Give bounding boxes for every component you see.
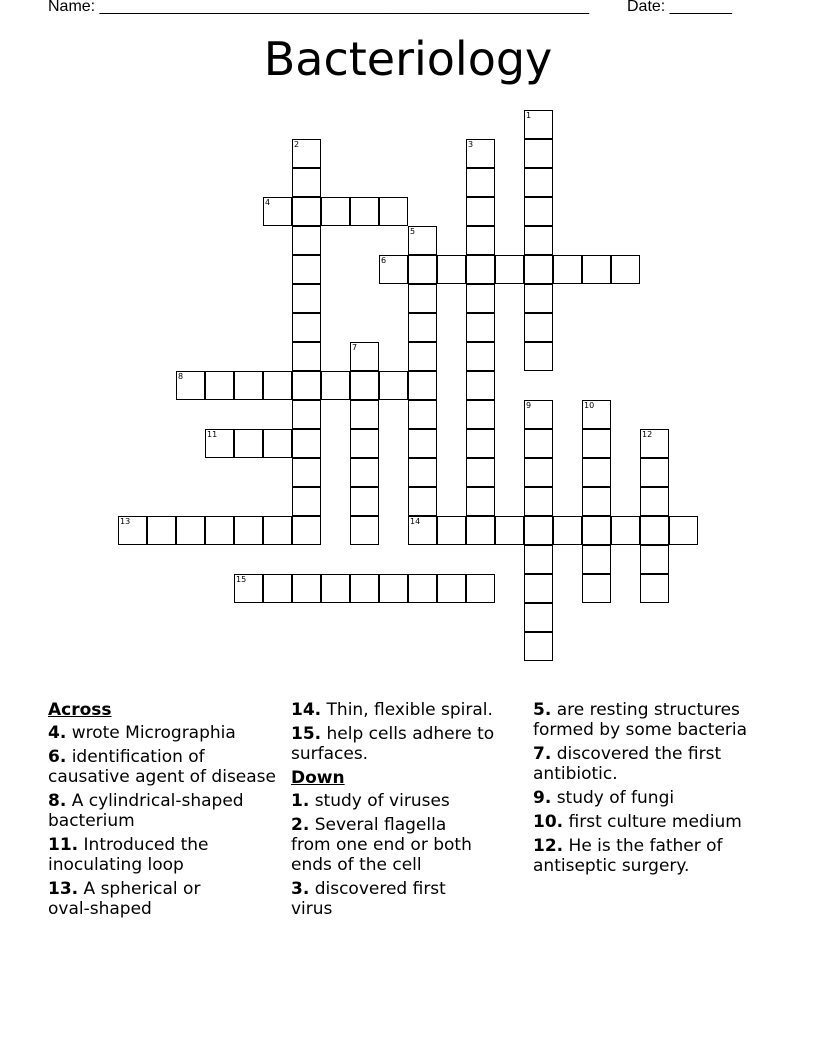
grid-cell[interactable] [408,255,437,284]
grid-cell[interactable] [263,197,292,226]
grid-cell[interactable] [524,429,553,458]
clue-number: 9 [526,401,532,410]
grid-cell[interactable] [466,516,495,545]
grid-cell[interactable] [582,458,611,487]
grid-cell[interactable] [292,400,321,429]
grid-cell[interactable] [350,342,379,371]
grid-cell[interactable] [234,574,263,603]
clues-column-1 [48,700,276,923]
grid-cell[interactable] [408,400,437,429]
grid-cell[interactable] [524,516,553,545]
grid-cell[interactable] [176,371,205,400]
clue-down-3: 3. discovered first virus [291,879,446,919]
grid-cell[interactable] [379,574,408,603]
grid-cell[interactable] [466,487,495,516]
grid-cell[interactable] [408,458,437,487]
grid-cell[interactable] [466,342,495,371]
grid-cell[interactable] [524,168,553,197]
grid-cell[interactable] [292,516,321,545]
grid-cell[interactable] [408,284,437,313]
grid-cell[interactable] [524,139,553,168]
clue-across-11: 11. Introduced the inoculating loop [48,835,209,875]
grid-cell[interactable] [582,574,611,603]
grid-cell[interactable] [350,371,379,400]
grid-cell[interactable] [408,429,437,458]
grid-cell[interactable] [466,429,495,458]
grid-cell[interactable] [524,603,553,632]
grid-cell[interactable] [640,545,669,574]
page-title: Bacteriology [263,32,553,86]
grid-cell[interactable] [524,487,553,516]
grid-cell[interactable] [292,284,321,313]
clue-number: 6 [381,256,387,265]
clue-across-15: 15. help cells adhere to surfaces. [291,724,495,764]
grid-cell[interactable] [321,574,350,603]
grid-cell[interactable] [466,255,495,284]
clue-down-7: 7. discovered the first antibiotic. [533,744,722,784]
clue-number: 5 [410,227,416,236]
grid-cell[interactable] [350,516,379,545]
grid-cell[interactable] [350,487,379,516]
grid-cell[interactable] [292,313,321,342]
grid-cell[interactable] [350,429,379,458]
grid-cell[interactable] [292,574,321,603]
grid-cell[interactable] [379,255,408,284]
clue-across-8: 8. A cylindrical-shaped bacterium [48,791,244,831]
grid-cell[interactable] [495,516,524,545]
clues-column-3 [533,700,768,880]
grid-cell[interactable] [524,313,553,342]
grid-cell[interactable] [524,284,553,313]
grid-cell[interactable] [466,284,495,313]
grid-cell[interactable] [524,342,553,371]
grid-cell[interactable] [640,516,669,545]
grid-cell[interactable] [553,255,582,284]
grid-cell[interactable] [582,429,611,458]
grid-cell[interactable] [205,429,234,458]
name-line: _______________________________________________________ [99,0,589,15]
grid-cell[interactable] [292,255,321,284]
grid-cell[interactable] [466,458,495,487]
grid-cell[interactable] [350,574,379,603]
grid-cell[interactable] [466,168,495,197]
grid-cell[interactable] [582,516,611,545]
grid-cell[interactable] [582,255,611,284]
clues-column-2 [291,700,521,923]
grid-cell[interactable] [495,255,524,284]
clue-number: 10 [584,401,595,410]
clue-number: 7 [352,343,358,352]
grid-cell[interactable] [205,371,234,400]
grid-cell[interactable] [466,574,495,603]
grid-cell[interactable] [408,226,437,255]
grid-cell[interactable] [524,226,553,255]
grid-cell[interactable] [669,516,698,545]
grid-cell[interactable] [408,516,437,545]
grid-cell[interactable] [524,545,553,574]
clue-number: 2 [294,140,300,149]
clue-down-10: 10. first culture medium [533,812,742,832]
grid-cell[interactable] [466,226,495,255]
grid-cell[interactable] [611,516,640,545]
clue-down-12: 12. He is the father of antiseptic surgery. [533,836,723,876]
grid-cell[interactable] [205,516,234,545]
grid-cell[interactable] [350,458,379,487]
grid-cell[interactable] [408,342,437,371]
grid-cell[interactable] [292,139,321,168]
grid-cell[interactable] [263,516,292,545]
grid-cell[interactable] [524,574,553,603]
clue-down-2: 2. Several flagella from one end or both ends of the cell [291,815,472,875]
grid-cell[interactable] [437,255,466,284]
grid-cell[interactable] [379,197,408,226]
clue-across-4: 4. wrote Micrographia [48,723,236,743]
clue-number: 15 [236,575,247,584]
grid-cell[interactable] [611,255,640,284]
grid-cell[interactable] [466,139,495,168]
grid-cell[interactable] [176,516,205,545]
date-line: _______ [669,0,732,15]
grid-cell[interactable] [118,516,147,545]
grid-cell[interactable] [292,197,321,226]
grid-cell[interactable] [524,458,553,487]
clue-across-14: 14. Thin, flexible spiral. [291,700,493,720]
grid-cell[interactable] [263,429,292,458]
grid-cell[interactable] [263,574,292,603]
clue-number: 12 [642,430,653,439]
grid-cell[interactable] [292,429,321,458]
grid-cell[interactable] [524,197,553,226]
clue-number: 13 [120,517,131,526]
name-label: Name: [48,0,100,15]
grid-cell[interactable] [408,487,437,516]
clue-number: 11 [207,430,218,439]
grid-cell[interactable] [350,197,379,226]
grid-cell[interactable] [350,400,379,429]
grid-cell[interactable] [437,516,466,545]
grid-cell[interactable] [466,400,495,429]
clue-down-1: 1. study of viruses [291,791,450,811]
grid-cell[interactable] [408,371,437,400]
grid-cell[interactable] [582,400,611,429]
grid-cell[interactable] [234,516,263,545]
grid-cell[interactable] [524,400,553,429]
grid-cell[interactable] [640,429,669,458]
grid-cell[interactable] [640,574,669,603]
grid-cell[interactable] [466,371,495,400]
grid-cell[interactable] [263,371,292,400]
grid-cell[interactable] [437,574,466,603]
grid-cell[interactable] [524,632,553,661]
grid-cell[interactable] [292,371,321,400]
grid-cell[interactable] [524,255,553,284]
clue-number: 1 [526,111,532,120]
date-label: Date: [627,0,670,15]
clue-across-13: 13. A spherical or oval-shaped [48,879,201,919]
clue-down-9: 9. study of fungi [533,788,675,808]
down-heading: Down [291,768,345,788]
clue-number: 4 [265,198,271,207]
grid-cell[interactable] [147,516,176,545]
grid-cell[interactable] [408,313,437,342]
grid-cell[interactable] [292,168,321,197]
across-heading: Across [48,700,112,720]
grid-cell[interactable] [553,516,582,545]
clue-number: 8 [178,372,184,381]
grid-cell[interactable] [292,226,321,255]
grid-cell[interactable] [379,371,408,400]
clue-number: 3 [468,140,474,149]
grid-cell[interactable] [466,197,495,226]
clue-across-6: 6. identification of causative agent of disease [48,747,276,787]
clue-number: 14 [410,517,421,526]
grid-cell[interactable] [234,371,263,400]
grid-cell[interactable] [292,458,321,487]
grid-cell[interactable] [582,487,611,516]
grid-cell[interactable] [640,458,669,487]
grid-cell[interactable] [524,110,553,139]
grid-cell[interactable] [321,371,350,400]
grid-cell[interactable] [292,342,321,371]
clue-down-5: 5. are resting structures formed by some bacteria [533,700,748,740]
grid-cell[interactable] [466,313,495,342]
grid-cell[interactable] [408,574,437,603]
grid-cell[interactable] [234,429,263,458]
grid-cell[interactable] [640,487,669,516]
grid-cell[interactable] [321,197,350,226]
grid-cell[interactable] [292,487,321,516]
grid-cell[interactable] [582,545,611,574]
